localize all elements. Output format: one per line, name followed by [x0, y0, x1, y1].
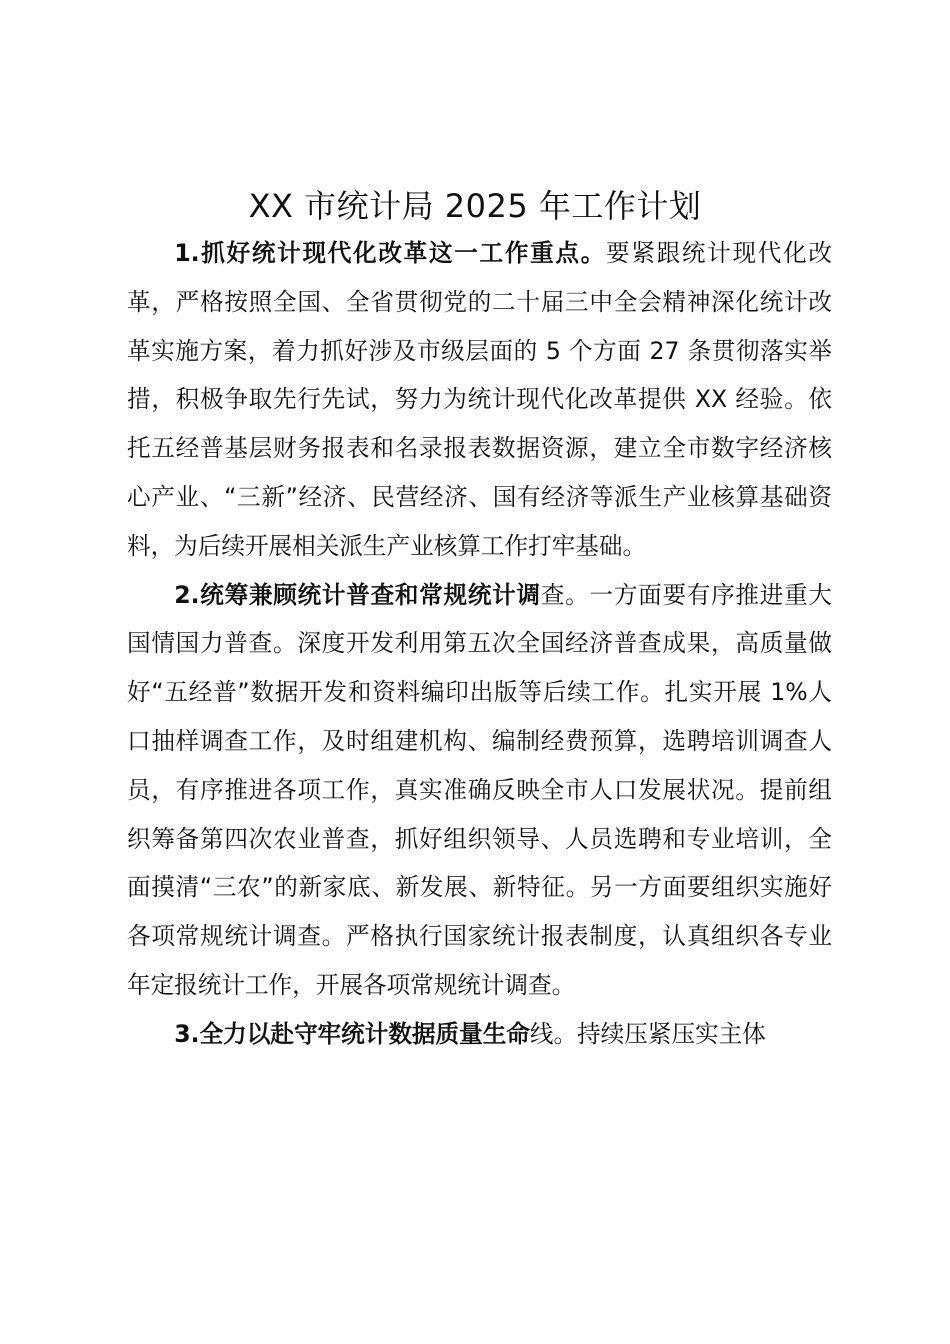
paragraph-3-heading: 3.全力以赴守牢统计数据质量生命: [174, 1019, 530, 1048]
paragraph-2-text: 查。一方面要有序推进重大国情国力普查。深度开发利用第五次全国经济普查成果，高质量做好“五经普”数据开发和资料编印出版等后续工作。扎实开展 1%人口抽样调查工作，及时组建机构、编制经费预算，选聘培训调查人员，有序推进各项工作，真实准确反映全市人口发展状况。提前组织筹备第四次农业普查，抓好组织领导、人员选聘和专业培训，全面摸清“三农”的新家底、新发展、新特征。另一方面要组织实施好各项常规统计调查。严格执行国家统计报表制度，认真组织各专业年定报统计工作，开展各项常规统计调查。: [127, 580, 832, 999]
document-title: XX 市统计局 2025 年工作计划: [248, 187, 702, 225]
paragraph-3-text: 线。持续压紧压实主体: [529, 1019, 766, 1048]
paragraph-1: [127, 229, 832, 571]
paragraph-1-text: 要紧跟统计现代化改革，严格按照全国、全省贯彻党的二十届三中全会精神深化统计改革实施方案，着力抓好涉及市级层面的 5 个方面 27 条贯彻落实举措，积极争取先行先试，努力为统计现代化改革提供 XX 经验。依托五经普基层财务报表和名录报表数据资源，建立全市数字经济核心产业、“三新”经济、民营经济、国有经济等派生产业核算基础资料，为后续开展相关派生产业核算工作打牢基础。: [127, 239, 832, 560]
paragraph-2: [127, 571, 832, 1010]
paragraph-1-heading: 1.抓好统计现代化改革这一工作重点。: [174, 239, 607, 267]
paragraph-2-heading: 2.统筹兼顾统计普查和常规统计调: [174, 580, 541, 609]
document-body: [127, 229, 832, 1059]
paragraph-3: [127, 1010, 832, 1059]
